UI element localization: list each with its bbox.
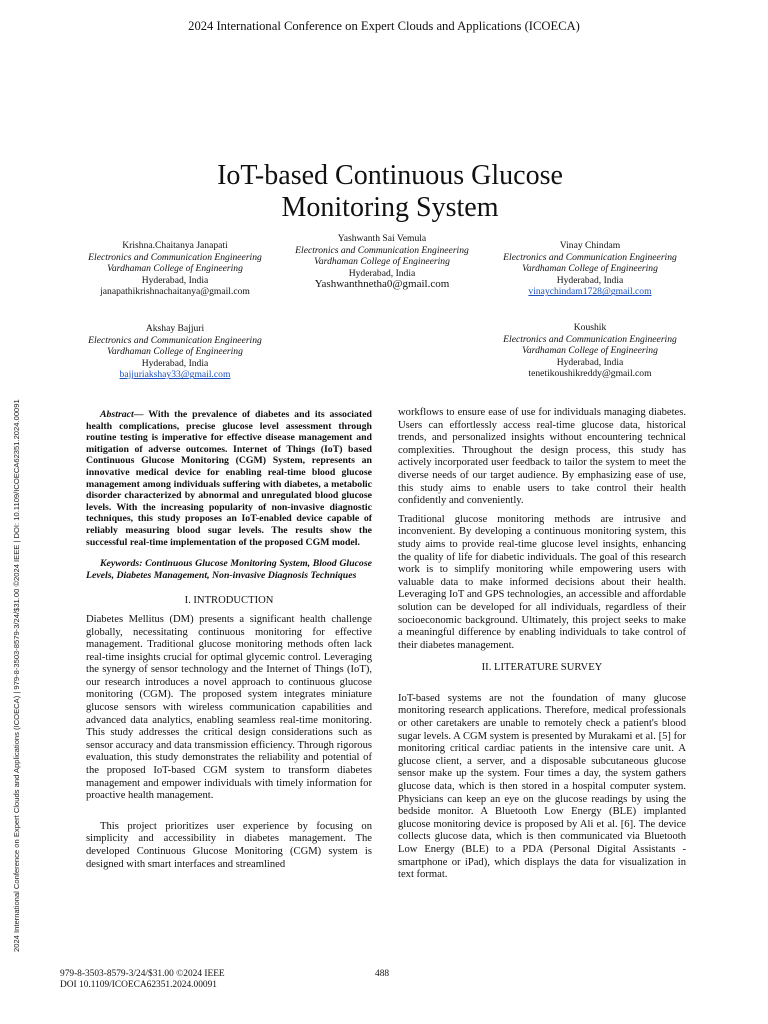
author-dept: Electronics and Communication Engineering xyxy=(88,334,262,346)
author-email-link[interactable]: bajjuriakshay33@gmail.com xyxy=(119,369,231,381)
author-dept: Electronics and Communication Engineering xyxy=(88,251,262,263)
footer-copyright xyxy=(60,969,225,991)
author-block-2 xyxy=(292,233,472,291)
author-college: Vardhaman College of Engineering xyxy=(522,345,658,357)
author-email-link[interactable]: vinaychindam1728@gmail.com xyxy=(528,286,652,298)
author-college: Vardhaman College of Engineering xyxy=(107,263,243,275)
side-doi-stamp: 2024 International Conference on Expert Clouds and Applications (ICOECA) | 979-8-3503-8579-3/24/$31.00 ©2024 IEEE | DOI: 10.1109/ICOECA62351.2024.00091 xyxy=(12,399,21,952)
conference-header: 2024 International Conference on Expert Clouds and Applications (ICOECA) xyxy=(188,19,580,33)
keywords: Keywords: Continuous Glucose Monitoring System, Blood Glucose Levels, Diabetes Management, Non-invasive Diagnosis Techniques xyxy=(86,558,372,581)
author-college: Vardhaman College of Engineering xyxy=(522,263,658,275)
footer-doi: DOI 10.1109/ICOECA62351.2024.00091 xyxy=(60,980,217,990)
author-college: Vardhaman College of Engineering xyxy=(314,256,450,268)
section-heading-literature-survey: II. LITERATURE SURVEY xyxy=(481,662,603,674)
author-email[interactable]: tenetikoushikreddy@gmail.com xyxy=(528,368,652,380)
author-name: Koushik xyxy=(573,322,607,333)
author-city: Hyderabad, India xyxy=(141,357,209,369)
footer-isbn: 979-8-3503-8579-3/24/$31.00 ©2024 IEEE xyxy=(60,969,225,979)
author-name: Yashwanth Sai Vemula xyxy=(337,233,427,244)
author-college: Vardhaman College of Engineering xyxy=(107,346,243,358)
author-block-4 xyxy=(80,323,270,381)
author-email[interactable]: Yashwanthnetha0@gmail.com xyxy=(314,278,450,291)
author-name: Akshay Bajjuri xyxy=(145,323,205,334)
author-city: Hyderabad, India xyxy=(348,267,416,279)
abstract-label: Abstract— xyxy=(100,409,144,420)
body-paragraph-workflows: workflows to ensure ease of use for individuals managing diabetes. Users can effortlessly access real-time glucose data, historical trends, and personalized insights without encountering technical complexities. Throughout the design process, this study has actively incorporated user feedback to tailor the system to meet the diverse needs of our target audience. By emphasizing ease of use, this study aims to enable users to take control their health confidently and conveniently. xyxy=(398,407,686,507)
author-city: Hyderabad, India xyxy=(556,274,624,286)
literature-paragraph-1: IoT-based systems are not the foundation of many glucose monitoring research applications. Therefore, medical professionals or other caretakers are unable to remotely check a patient's blood sugar levels. A CGM system is presented by Murakami et al. [5] for monitoring critical cardiac patients in the intensive care unit. A glucose client, a server, and a disposable subcutaneous glucose sensor make up the system. Four times a day, the system gathers glucose data, which is then stored in a hospital computer system. Physicians can keep an eye on the glucose readings by using the bedside monitor. A Bluetooth Low Energy (BLE) implanted glucose monitoring device is proposed by Ali et al. [6]. The device collects glucose data, which is then communicated via Bluetooth Low Energy (BLE) to a PDA (Personal Digital Assistants - smartphone or iPad), which displays the data for visualization in text format. xyxy=(398,692,686,881)
intro-paragraph-1: Diabetes Mellitus (DM) presents a significant health challenge globally, necessitating continuous monitoring for effective management. Traditional glucose monitoring methods often lack real-time insights crucial for optimal glycemic control. Leveraging the synergy of sensor technology and the Internet of Things (IoT), our research introduces a novel approach to continuous glucose monitoring (CGM). The proposed system integrates miniature glucose sensors with wireless communication capabilities and advanced data analytics, enabling seamless real-time monitoring. This study addresses the critical design considerations such as sensor accuracy and data transmission efficiency. Through rigorous evaluation, this study demonstrates the reliability and potential of the proposed IoT-based CGM system to transform diabetes management and empower individuals with timely information for proactive health management. xyxy=(86,613,372,802)
paper-title: IoT-based Continuous Glucose Monitoring System xyxy=(217,160,563,223)
author-block-3 xyxy=(500,240,680,298)
left-column xyxy=(86,409,372,871)
author-city: Hyderabad, India xyxy=(556,356,624,368)
author-city: Hyderabad, India xyxy=(141,274,209,286)
author-name: Vinay Chindam xyxy=(559,240,621,251)
author-dept: Electronics and Communication Engineering xyxy=(295,244,469,256)
author-email[interactable]: janapathikrishnachaitanya@gmail.com xyxy=(100,286,250,298)
section-heading-introduction: I. INTRODUCTION xyxy=(184,595,274,607)
author-block-5 xyxy=(500,322,680,380)
author-dept: Electronics and Communication Engineering xyxy=(503,333,677,345)
intro-paragraph-2: This project prioritizes user experience by focusing on simplicity and accessibility in diabetes management. The developed Continuous Glucose Monitoring (CGM) system is designed with smart interfaces and streamlined xyxy=(86,820,372,870)
body-paragraph-traditional: Traditional glucose monitoring methods are intrusive and inconvenient. By developing a continuous monitoring system, this study aims to provide real-time glucose level insights, enhancing the quality of life for diabetic individuals. The goal of this research work is to simplify monitoring while empowering users with valuable data to make informed decisions about their health. Leveraging IoT and GPS technologies, an accessible and affordable solution can be developed for all individuals, regardless of their socioeconomic background. Ultimately, this project seeks to make a meaningful difference by enabling individuals to take control of their diabetes management. xyxy=(398,513,686,651)
author-dept: Electronics and Communication Engineering xyxy=(503,251,677,263)
right-column xyxy=(398,407,686,882)
abstract-text: With the prevalence of diabetes and its associated health complications, precise glucose level assessment through routine testing is imperative for effective disease management and mitigation of adverse outcomes. Internet of Things (IoT) based Continuous Glucose Monitoring (CGM) System, represents an innovative medical device for enabling real-time blood glucose management among individuals suffering with diabetes, a metabolic disorder characterized by abnormal and unregulated blood glucose levels. With the increasing popularity of non-invasive diagnostic techniques, this study proposes an IoT-enabled device capable of reliably measuring blood sugar levels. The results show the successful real-time implementation of the proposed CGM model. xyxy=(86,409,372,548)
author-block-1 xyxy=(80,240,270,298)
author-name: Krishna.Chaitanya Janapati xyxy=(122,240,228,251)
page-number: 488 xyxy=(375,969,390,979)
abstract xyxy=(86,409,372,548)
